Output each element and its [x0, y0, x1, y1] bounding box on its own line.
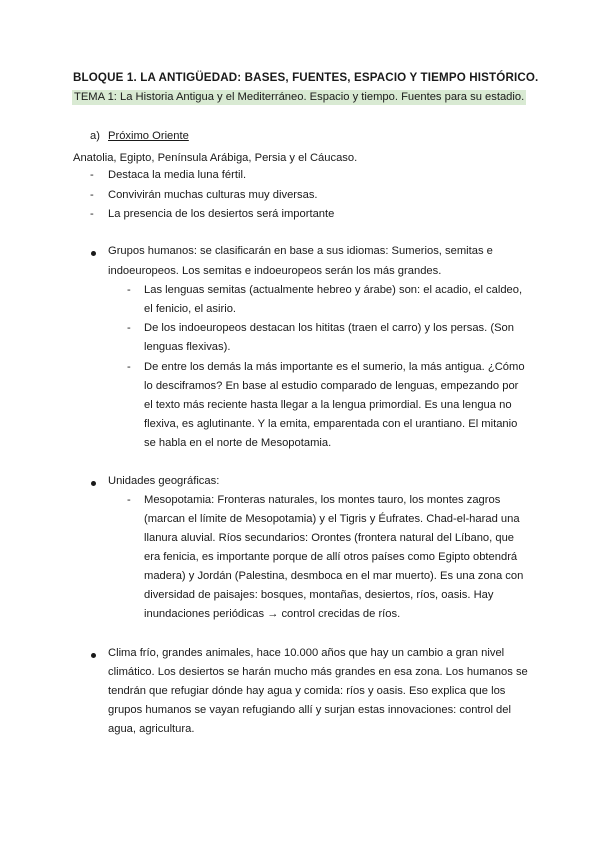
- paragraph-line: el fenicio, el asirio.: [144, 303, 237, 315]
- paragraph-line: inundaciones periódicas → control crecidas de ríos.: [144, 608, 401, 620]
- list-item-text: La presencia de los desiertos será importante: [108, 208, 335, 220]
- paragraph-line: agua, agricultura.: [108, 723, 195, 735]
- dash-marker: -: [127, 322, 131, 334]
- document-title: BLOQUE 1. LA ANTIGÜEDAD: BASES, FUENTES, ESPACIO Y TIEMPO HISTÓRICO.: [73, 71, 539, 84]
- dash-marker: -: [127, 494, 131, 506]
- paragraph-line: tendrán que refugiar dónde hay agua y comida: ríos y oasis. Eso explica que los: [108, 685, 506, 697]
- paragraph-line: flexiva, es aglutinante. Y la emita, emparentada con el urantiano. El mitanio: [144, 418, 518, 430]
- paragraph-line: Las lenguas semitas (actualmente hebreo y árabe) son: el acadio, el caldeo,: [144, 284, 523, 296]
- paragraph-line: se habla en el norte de Mesopotamia.: [144, 437, 332, 449]
- paragraph-line: lo desciframos? En base al estudio comparado de lenguas, empezando por: [144, 380, 519, 392]
- paragraph-line: grupos humanos se vayan refugiando allí y surjan estas innovaciones: control del: [108, 704, 511, 716]
- paragraph-line: era fenicia, es importante porque de allí otros países como Egipto obtendrá: [144, 551, 518, 563]
- bullet-marker: [91, 653, 96, 658]
- section-a-heading: [90, 130, 189, 142]
- dash-marker: -: [90, 189, 94, 201]
- paragraph-line: Grupos humanos: se clasificarán en base a sus idiomas: Sumerios, semitas e: [108, 245, 493, 257]
- dash-marker: -: [127, 361, 131, 373]
- dash-marker: -: [127, 284, 131, 296]
- paragraph-line: diversidad de paisajes: bosques, montañas, desiertos, ríos, oasis. Hay: [144, 589, 494, 601]
- paragraph-line: (marcan el límite de Mesopotamia) y el Tigris y Éufrates. Chad-el-harad una: [144, 513, 520, 525]
- section-a-letter: a): [90, 130, 100, 142]
- paragraph-line: llanura aluvial. Ríos secundarios: Orontes (frontera natural del Líbano, que: [144, 532, 515, 544]
- paragraph-line: el texto más reciente hasta llegar a la lengua primordial. Es una lengua no: [144, 399, 512, 411]
- paragraph-line: Clima frío, grandes animales, hace 10.000 años que hay un cambio a gran nivel: [108, 647, 505, 659]
- paragraph-line: climático. Los desiertos se harán mucho más grandes en esa zona. Los humanos se: [108, 666, 528, 678]
- paragraph-line: Mesopotamia: Fronteras naturales, los montes tauro, los montes zagros: [144, 494, 501, 506]
- list-item-text: Destaca la media luna fértil.: [108, 169, 247, 181]
- paragraph-line: Unidades geográficas:: [108, 475, 220, 487]
- section-a-title: Próximo Oriente: [108, 130, 189, 142]
- paragraph-line: De entre los demás la más importante es el sumerio, la más antigua. ¿Cómo: [144, 361, 525, 373]
- paragraph-line: lenguas flexivas).: [144, 341, 231, 353]
- bullet-marker: [91, 251, 96, 256]
- paragraph-line: De los indoeuropeos destacan los hititas (traen el carro) y los persas. (Son: [144, 322, 514, 334]
- document-subtitle-highlighted: TEMA 1: La Historia Antigua y el Mediterráneo. Espacio y tiempo. Fuentes para su estadio.: [74, 91, 525, 103]
- paragraph-line: indoeuropeos. Los semitas e indoeuropeos serán los más grandes.: [108, 265, 442, 277]
- section-a-intro: Anatolia, Egipto, Península Arábiga, Persia y el Cáucaso.: [73, 152, 358, 164]
- dash-marker: -: [90, 208, 94, 220]
- bullet-marker: [91, 481, 96, 486]
- paragraph-line: madera) y Jordán (Palestina, desmboca en el mar muerto). Es una zona con: [144, 570, 524, 582]
- list-item-text: Convivirán muchas culturas muy diversas.: [108, 189, 318, 201]
- dash-marker: -: [90, 169, 94, 181]
